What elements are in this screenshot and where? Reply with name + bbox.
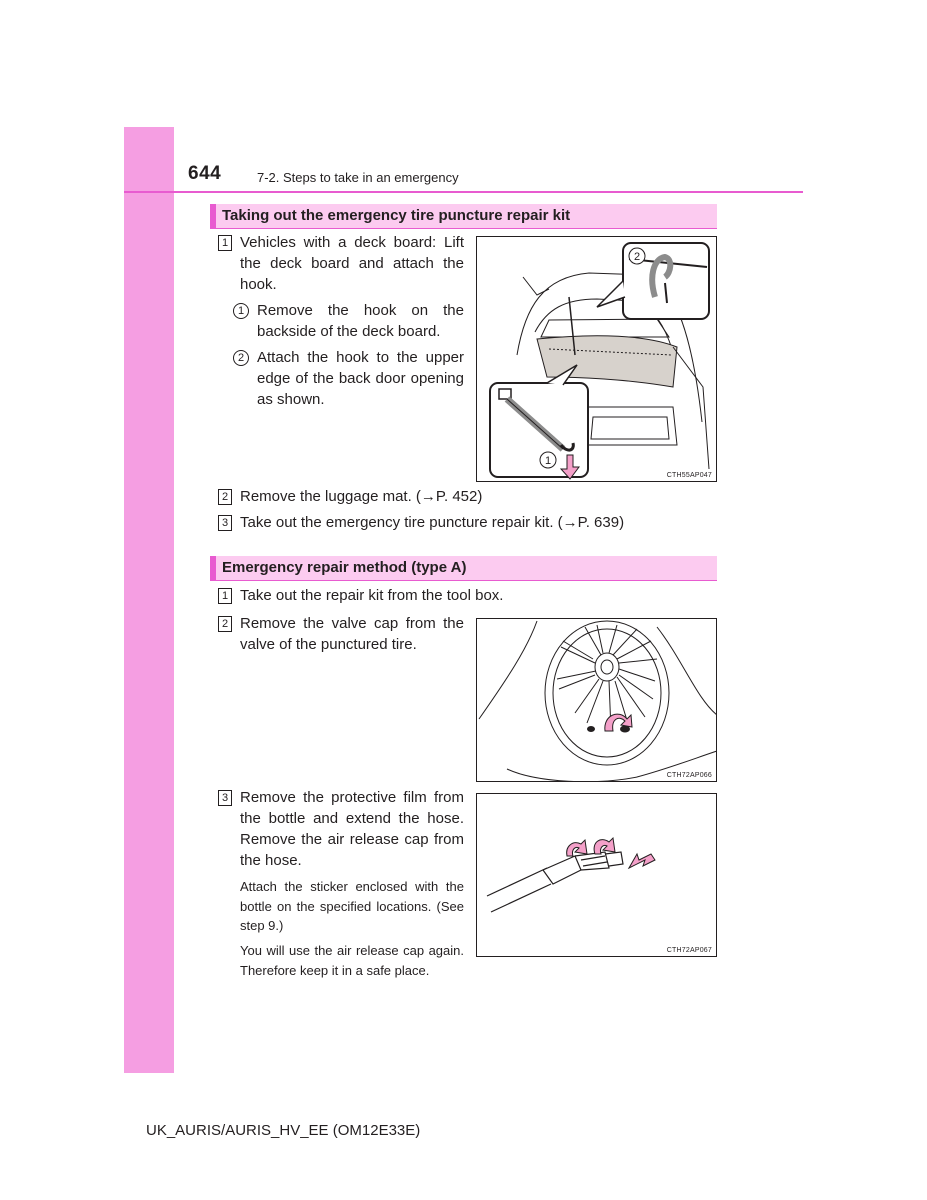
step-text: Take out the emergency tire puncture repair kit. (→P. 639) — [240, 514, 625, 531]
substep-number: 2 — [233, 350, 249, 366]
step-text: Remove the protective film from the bottle and extend the hose. Remove the air release cap from the hose. — [240, 789, 464, 869]
hose-illustration — [477, 794, 717, 957]
step-text: Remove the luggage mat. (→P. 452) — [240, 488, 483, 505]
step-number: 3 — [218, 790, 232, 806]
footer-model-code: UK_AURIS/AURIS_HV_EE (OM12E33E) — [146, 1122, 421, 1139]
figure-valve-cap — [476, 618, 717, 782]
step-number: 3 — [218, 515, 232, 531]
figure-code: CTH72AP066 — [666, 772, 712, 779]
step-text: Vehicles with a deck board: Lift the deck board and attach the hook. — [240, 234, 464, 293]
chapter-tab — [124, 127, 174, 1073]
wheel-valve-illustration — [477, 619, 717, 782]
figure-deck-board-hook — [476, 236, 717, 482]
figure-callout: 1 — [544, 455, 552, 467]
section-title-repair-kit: Taking out the emergency tire puncture repair kit — [210, 204, 717, 229]
figure-code: CTH72AP067 — [666, 947, 712, 954]
note-text: Attach the sticker enclosed with the bottle on the specified locations. (See step 9.) — [240, 879, 464, 933]
step-number: 2 — [218, 489, 232, 505]
step-text: Take out the repair kit from the tool box. — [240, 587, 504, 604]
substep-number: 1 — [233, 303, 249, 319]
figure-code: CTH55AP047 — [666, 472, 712, 479]
figure-hose-cap — [476, 793, 717, 957]
step-number: 1 — [218, 235, 232, 251]
section-title-emergency-repair: Emergency repair method (type A) — [210, 556, 717, 581]
step-text: Remove the valve cap from the valve of the punctured tire. — [240, 615, 464, 653]
deck-board-illustration — [477, 237, 717, 482]
page-number: 644 — [188, 163, 222, 184]
header-rule — [124, 191, 803, 193]
note-text: You will use the air release cap again. Therefore keep it in a safe place. — [240, 943, 464, 978]
chapter-title: 7-2. Steps to take in an emergency — [257, 170, 459, 185]
step-number: 1 — [218, 588, 232, 604]
substep-text: Remove the hook on the backside of the deck board. — [257, 302, 464, 340]
step-number: 2 — [218, 616, 232, 632]
substep-text: Attach the hook to the upper edge of the back door opening as shown. — [257, 349, 464, 408]
figure-callout: 2 — [633, 251, 641, 263]
